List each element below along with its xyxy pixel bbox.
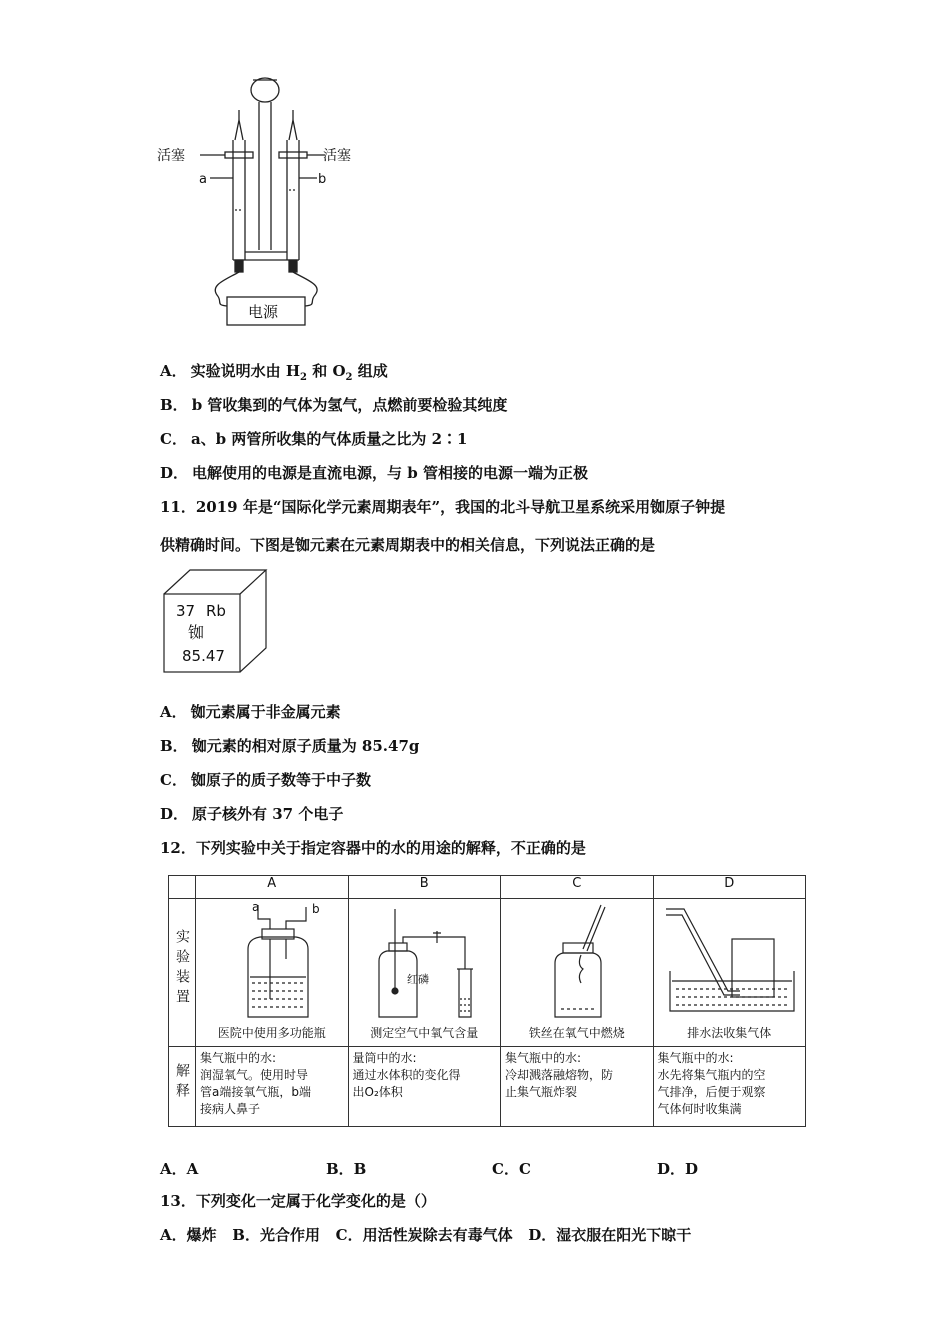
q13-stem: 13．下列变化一定属于化学变化的是（） [160, 1192, 436, 1210]
device-cell-b [348, 899, 501, 1047]
q12-option-c: C．C [492, 1160, 531, 1178]
element-mass: 85.47 [182, 647, 225, 665]
power-source-label: 电源 [248, 303, 279, 321]
explain-a: 集气瓶中的水: 润湿氧气。使用时导 管a端接氧气瓶，b端 接病人鼻子 [196, 1047, 349, 1127]
oxygen-content-apparatus-diagram [349, 899, 499, 1019]
q10-option-b: B． b 管收集到的气体为氢气，点燃前要检验其纯度 [160, 396, 508, 414]
tube-a-label: a [199, 172, 207, 187]
red-phosphorus-label: 红磷 [406, 973, 429, 986]
q12-option-a: A．A [160, 1160, 199, 1178]
q12-option-d: D．D [657, 1160, 699, 1178]
rubidium-element-card [160, 566, 272, 676]
q11-stem-line2: 供精确时间。下图是铷元素在元素周期表中的相关信息，下列说法正确的是 [160, 536, 656, 554]
water-displacement-collection-diagram [654, 899, 804, 1019]
port-b-label: b [312, 902, 320, 916]
q11-option-a: A． 铷元素属于非金属元素 [160, 703, 341, 721]
q12-option-b: B．B [326, 1160, 367, 1178]
table-corner-cell [169, 876, 196, 899]
electrolysis-apparatus-figure [155, 70, 375, 335]
stopcock-left-label: 活塞 [157, 148, 185, 164]
q11-stem-line1: 11．2019 年是“国际化学元素周期表年”，我国的北斗导航卫星系统采用铷原子钟提 [160, 498, 726, 516]
q11-option-d: D． 原子核外有 37 个电子 [160, 805, 344, 823]
header-a: A [196, 876, 349, 899]
header-b: B [348, 876, 501, 899]
device-cell-c [501, 899, 654, 1047]
device-cell-d [653, 899, 806, 1047]
stopcock-right-label: 活塞 [323, 148, 351, 164]
iron-wire-combustion-diagram [501, 899, 651, 1019]
explain-d: 集气瓶中的水: 水先将集气瓶内的空 气排净，后便于观察 气体何时收集满 [653, 1047, 806, 1127]
device-cell-a [196, 899, 349, 1047]
q11-option-b: B． 铷元素的相对原子质量为 85.47g [160, 737, 420, 755]
caption-a: 医院中使用多功能瓶 [217, 1026, 326, 1040]
element-name: 铷 [188, 623, 205, 642]
q12-stem: 12．下列实验中关于指定容器中的水的用途的解释，不正确的是 [160, 839, 586, 857]
port-a-label: a [252, 900, 260, 914]
caption-c: 铁丝在氧气中燃烧 [528, 1026, 625, 1040]
element-symbol: Rb [206, 602, 226, 620]
multi-function-bottle-diagram [196, 899, 346, 1019]
q10-option-c: C． a、b 两管所收集的气体质量之比为 2∶1 [160, 430, 468, 448]
row-label-explain: 解释 [169, 1047, 196, 1127]
header-d: D [653, 876, 806, 899]
q10-option-a: A． 实验说明水由 $H_2$ 和 $O_2$ 组成 [160, 362, 388, 383]
q11-option-c: C． 铷原子的质子数等于中子数 [160, 771, 371, 789]
caption-b: 测定空气中氧气含量 [370, 1026, 479, 1040]
header-c: C [501, 876, 654, 899]
q10-option-d: D． 电解使用的电源是直流电源，与 b 管相接的电源一端为正极 [160, 464, 588, 482]
caption-d: 排水法收集气体 [687, 1026, 772, 1040]
q13-options: A．爆炸 B．光合作用 C．用活性炭除去有毒气体 D．湿衣服在阳光下晾干 [160, 1226, 692, 1244]
tube-b-label: b [318, 172, 327, 187]
explain-b: 量筒中的水: 通过水体积的变化得 出O₂体积 [348, 1047, 501, 1127]
q12-experiment-table [168, 875, 806, 1127]
explain-c: 集气瓶中的水: 冷却溅落融熔物，防 止集气瓶炸裂 [501, 1047, 654, 1127]
element-number: 37 [176, 602, 196, 620]
row-label-device: 实验装置 [169, 899, 196, 1047]
